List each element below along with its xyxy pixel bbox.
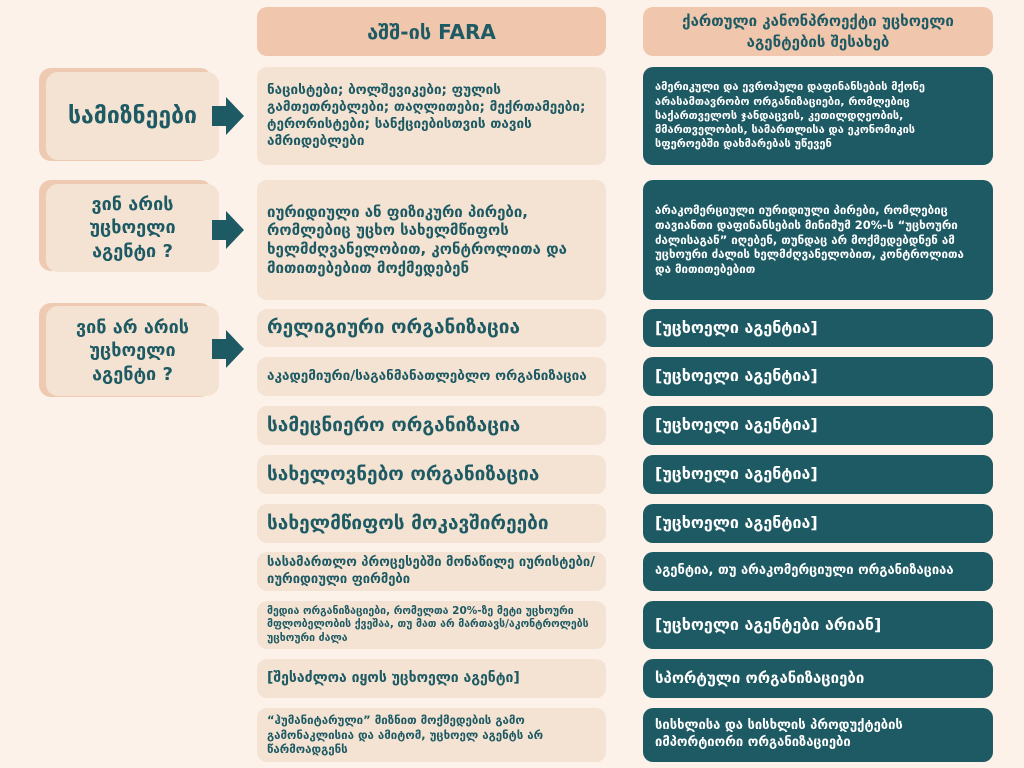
who-is-agent-label: ვინ არის უცხოელი აგენტი ?	[46, 184, 219, 272]
georgia-row-who-is: არაკომერციული იურიდიული პირები, რომლებიც თავიანთი დაფინანსების მინიმუმ 20%-ს “უცხოური ძალისაგან” იღებენ, თუნდაც არ მოქმედებდნენ ამ უცხოური ძალის ხელმძღვანელობით, კონტროლითა და მითითებებით	[643, 180, 993, 300]
who-is-arrow-icon	[212, 211, 244, 249]
fara-row-scientific: სამეცნიერო ორგანიზაცია	[257, 406, 606, 445]
fara-row-threats: ნაცისტები; ბოლშევიკები; ფულის გამთეთრებლები; თაღლითები; მექრთამეები; ტერორისტები; სანქციებისთვის თავის ამრიდებლები	[257, 67, 606, 165]
georgia-row-allies: [უცხოელი აგენტია]	[643, 504, 993, 543]
fara-row-blood: “ჰუმანიტარული” მიზნით მოქმედების გამო გამონაკლისია და ამიტომ, უცხოელ აგენტს არ წარმოადგენს	[257, 708, 606, 762]
georgia-row-academic: [უცხოელი აგენტია]	[643, 357, 993, 396]
fara-row-who-is: იურიდიული ან ფიზიკური პირები, რომლებიც უცხო სახელმწიფოს ხელმძღვანელობით, კონტროლითა და მითითებებით მოქმედებენ	[257, 180, 606, 300]
fara-row-allies: სახელმწიფოს მოკავშირეები	[257, 504, 606, 543]
fara-header: აშშ-ის FARA	[257, 7, 606, 56]
georgia-row-media: [უცხოელი აგენტები არიან]	[643, 601, 993, 649]
fara-row-media: მედია ორგანიზაციები, რომელთა 20%-ზე მეტი უცხოური მფლობელობის ქვეშაა, თუ მათ არ მართავს/აკონტროლებს უცხოური ძალა	[257, 601, 606, 649]
who-is-not-arrow-icon	[212, 330, 244, 368]
georgia-row-threats: ამერიკული და ევროპული დაფინანსების მქონე არასამთავრობო ორგანიზაციები, რომლებიც საქართველოს ჯანდაცვის, კეთილდღეობის, მმართველობის, სამართლისა და ეკონომიკის სფეროებში დახმარებას უწევენ	[643, 67, 993, 165]
fara-row-sports: [შესაძლოა იყოს უცხოელი აგენტი]	[257, 659, 606, 698]
fara-row-arts: სახელოვნებო ორგანიზაცია	[257, 455, 606, 494]
georgian-bill-header: ქართული კანონპროექტი უცხოელი აგენტების შესახებ	[643, 7, 993, 56]
who-is-not-agent-label: ვინ არ არის უცხოელი აგენტი ?	[46, 306, 219, 396]
georgia-row-blood: სისხლისა და სისხლის პროდუქტების იმპორტიორი ორგანიზაციები	[643, 708, 993, 762]
fara-row-religious: რელიგიური ორგანიზაცია	[257, 309, 606, 347]
georgia-row-arts: [უცხოელი აგენტია]	[643, 455, 993, 494]
georgia-row-scientific: [უცხოელი აგენტია]	[643, 406, 993, 445]
fara-row-lawyers: სასამართლო პროცესებში მონაწილე იურისტები/იურიდიული ფირმები	[257, 552, 606, 591]
fara-row-academic: აკადემიური/საგანმანათლებლო ორგანიზაცია	[257, 357, 606, 396]
georgia-row-sports: სპორტული ორგანიზაციები	[643, 659, 993, 698]
threats-label: სამიზნეები	[46, 72, 219, 160]
georgia-row-lawyers: აგენტია, თუ არაკომერციული ორგანიზაციაა	[643, 552, 993, 591]
georgia-row-religious: [უცხოელი აგენტია]	[643, 309, 993, 347]
threats-arrow-icon	[212, 97, 244, 135]
